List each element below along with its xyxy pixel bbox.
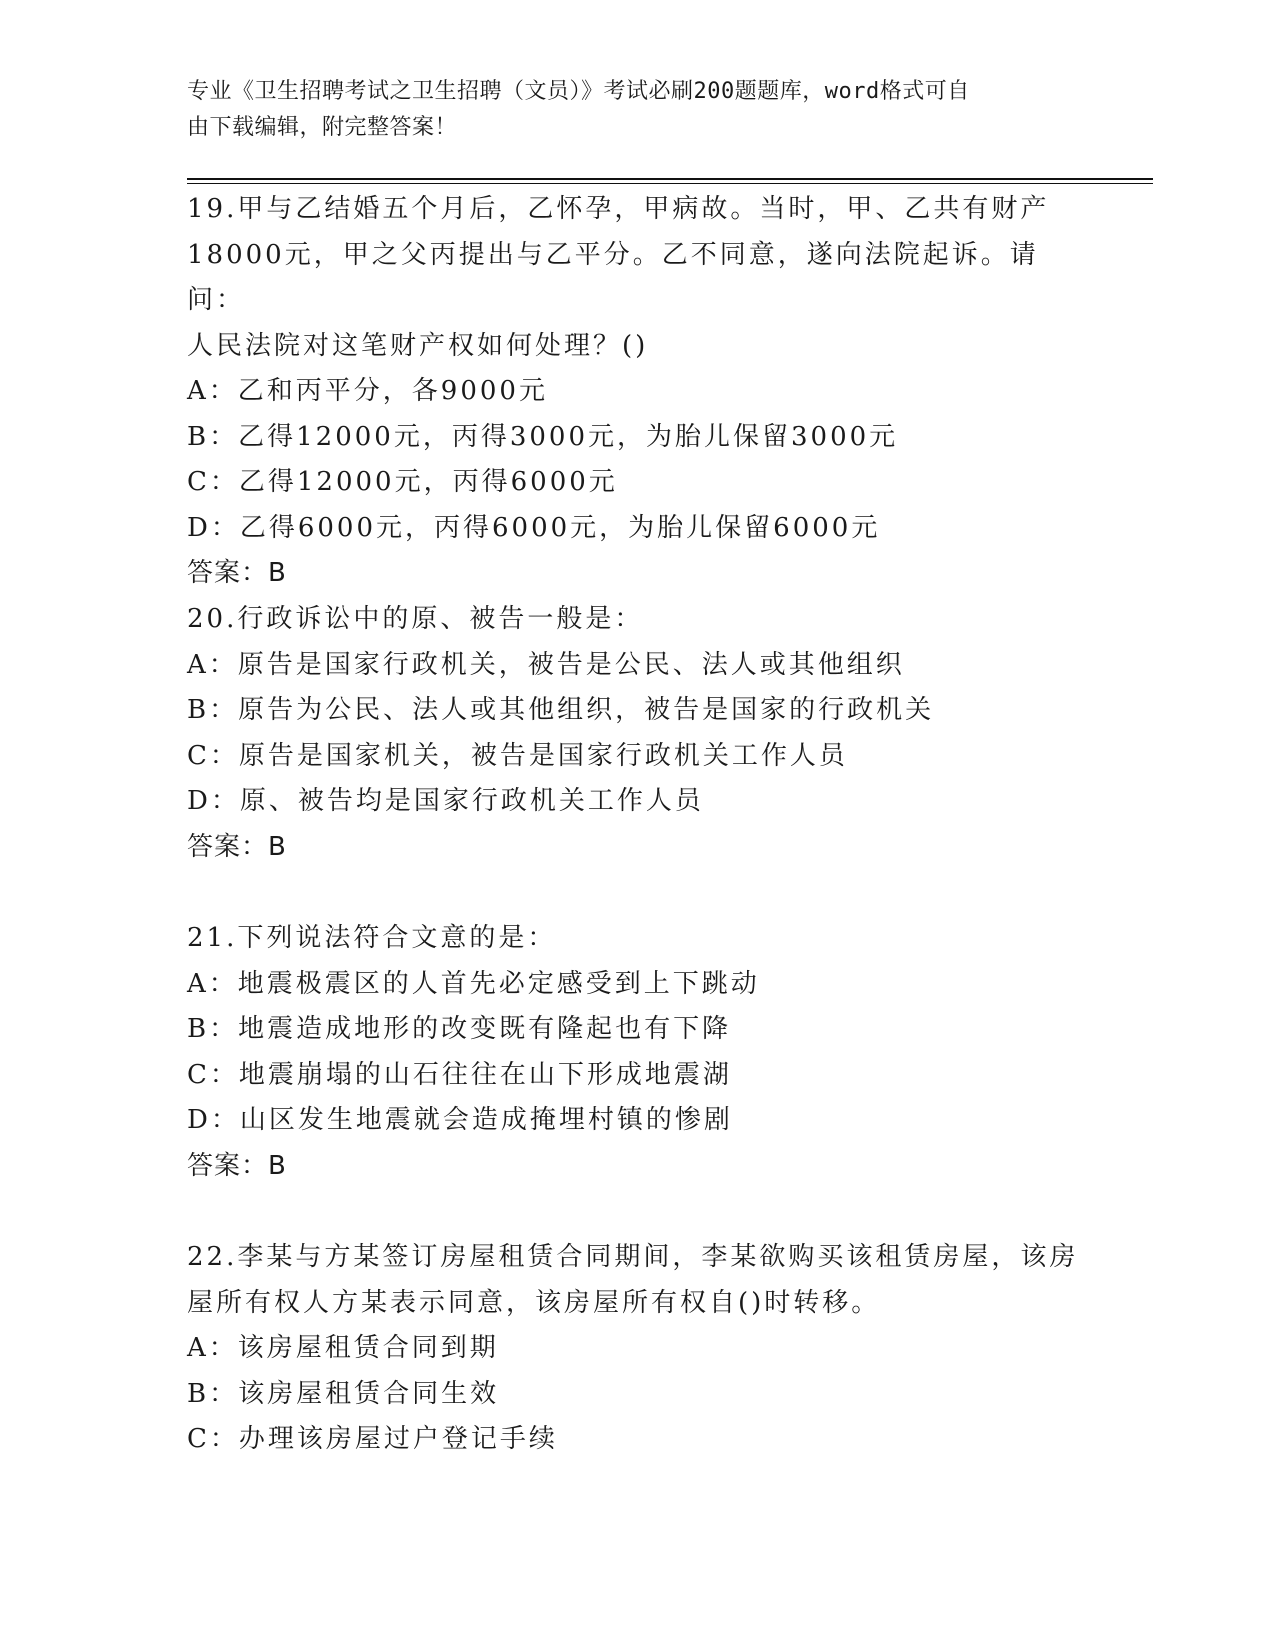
option-d: D：乙得6000元，丙得6000元，为胎儿保留6000元 [187, 512, 881, 543]
option-d: D：山区发生地震就会造成掩埋村镇的惨剧 [187, 1105, 733, 1135]
option-c: C：地震崩塌的山石往往在山下形成地震湖 [187, 1059, 732, 1090]
question-19 [187, 187, 1087, 597]
option-a: A：地震极震区的人首先必定感受到上下跳动 [187, 968, 760, 999]
question-text-line: 19.甲与乙结婚五个月后，乙怀孕，甲病故。当时，甲、乙共有财产 [187, 194, 1050, 224]
option-b: B：该房屋租赁合同生效 [187, 1378, 500, 1409]
header-line-2: 由下载编辑，附完整答案！ [187, 115, 458, 140]
option-c: C：办理该房屋过户登记手续 [187, 1424, 558, 1454]
question-text-line: 22.李某与方某签订房屋租赁合同期间，李某欲购买该租赁房屋，该房 [187, 1242, 1079, 1272]
question-text-line: 18000元，甲之父丙提出与乙平分。乙不同意，遂向法院起诉。请问： [187, 239, 1039, 315]
header-divider-thin [187, 183, 1153, 184]
option-b: B：地震造成地形的改变既有隆起也有下降 [187, 1014, 732, 1044]
option-c: C：原告是国家机关，被告是国家行政机关工作人员 [187, 740, 848, 771]
question-20 [187, 597, 1087, 870]
option-b: B：原告为公民、法人或其他组织，被告是国家的行政机关 [187, 695, 935, 725]
option-a: A：该房屋租赁合同到期 [187, 1333, 499, 1363]
option-d: D：原、被告均是国家行政机关工作人员 [187, 786, 704, 816]
answer-line: 答案：B [187, 831, 287, 862]
question-text-line: 21.下列说法符合文意的是： [187, 923, 557, 953]
question-text-line: 屋所有权人方某表示同意，该房屋所有权自()时转移。 [187, 1287, 881, 1318]
answer-line: 答案：B [187, 1150, 287, 1181]
option-a: A：原告是国家行政机关，被告是公民、法人或其他组织 [187, 649, 905, 680]
option-c: C：乙得12000元，丙得6000元 [187, 467, 618, 497]
header-line-1: 专业《卫生招聘考试之卫生招聘（文员）》考试必刷200题题库，word格式可自 [187, 79, 970, 104]
document-header [187, 74, 1067, 146]
answer-line: 答案：B [187, 558, 287, 588]
question-text-line: 20.行政诉讼中的原、被告一般是： [187, 604, 644, 634]
option-b: B：乙得12000元，丙得3000元，为胎儿保留3000元 [187, 421, 899, 452]
header-divider-thick [187, 178, 1153, 180]
option-a: A：乙和丙平分，各9000元 [187, 376, 548, 406]
question-21 [187, 916, 1087, 1189]
question-22 [187, 1235, 1087, 1463]
question-text-line: 人民法院对这笔财产权如何处理？() [187, 330, 649, 361]
